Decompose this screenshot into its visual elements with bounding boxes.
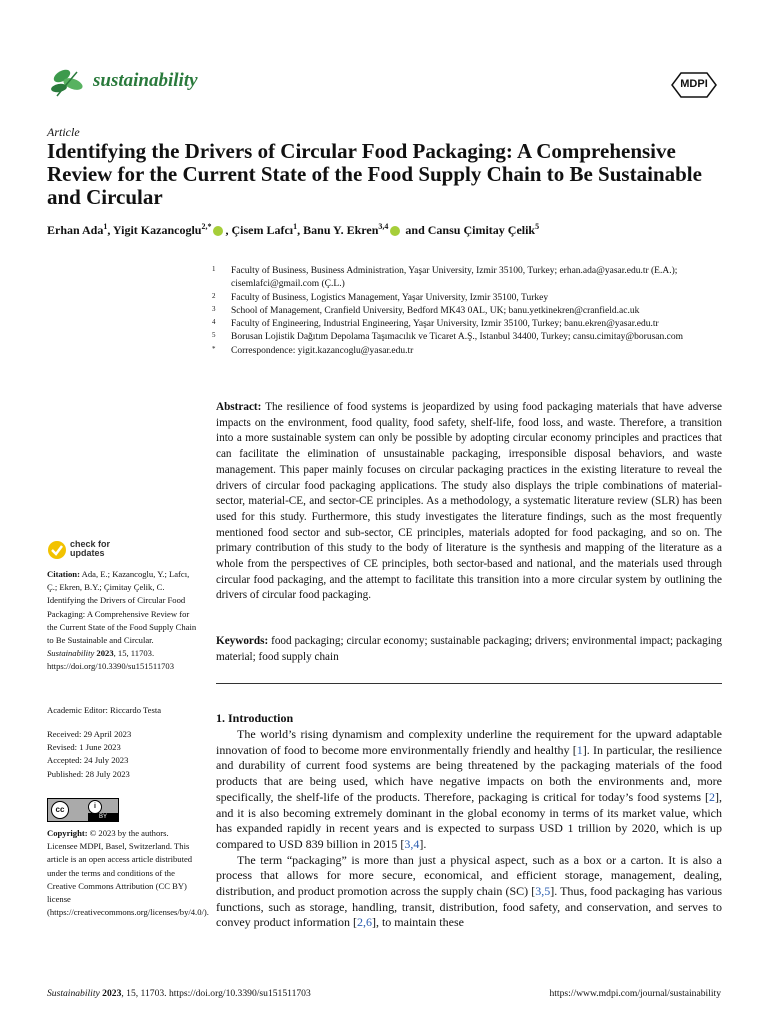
keywords-text: food packaging; circular economy; sustainable packaging; drivers; environmental impact; packaging material; food supply chain <box>216 635 722 663</box>
keywords <box>216 634 722 665</box>
cc-by-license-badge[interactable] <box>47 798 119 822</box>
author-name: Cansu Çimitay Çelik <box>427 223 536 237</box>
received-date: Received: 29 April 2023 <box>47 729 132 739</box>
author-separator: , <box>107 223 113 237</box>
copyright-block: Copyright: © 2023 by the authors. Licensee MDPI, Basel, Switzerland. This article is an open access article distributed under the terms and conditions of the Creative Commons Attribution (CC BY) license (https://creativecommons.org/licenses/by/4.0/). <box>47 828 209 918</box>
cc-by-text: BY <box>88 813 118 821</box>
author-name: Erhan Ada <box>47 223 104 237</box>
revised-date: Revised: 1 June 2023 <box>47 742 121 753</box>
author-list <box>47 222 539 238</box>
orcid-icon[interactable] <box>390 226 400 236</box>
author-name: Banu Y. Ekren <box>303 223 379 237</box>
introduction-body <box>216 727 722 931</box>
citation-block: Citation: Ada, E.; Kazancoglu, Y.; Lafcı, Ç.; Ekren, B.Y.; Çimitay Çelik, C. Identifying the Drivers of Circular Food Packaging: A Comprehensive Review for the Current State of the Food Supply Chain to Be Sustainable and Circular. Sustainability 2023, 15, 11703. https://doi.org/10.3390/su151511703 <box>47 569 197 672</box>
paper-title: Identifying the Drivers of Circular Food Packaging: A Comprehensive Review for the Current State of the Food Supply Chain to Be Sustainable and Circular <box>47 139 702 209</box>
author-name: Çisem Lafcı <box>231 223 294 237</box>
cc-icon: cc <box>51 801 69 819</box>
check-for-updates-icon[interactable] <box>47 540 67 560</box>
paragraph: The world’s rising dynamism and complexity underline the requirement for the upward adaptable innovation of food to become more environmentally friendly and healthy [1]. In particular, the resilience and durability of current food systems are being threatened by the packaging materials of the food products that are being used, which have negative impacts on both the environments and, more specifically, the shelf-life of the products. Therefore, packaging is critical for today’s food systems [2], and it is also becoming extremely dominant in the global economy in terms of its market value, which has expanded rapidly in recent years and is expected to surpass USD 1 trillion by 2020, which is up compared to USD 839 billion in 2015 [3,4]. <box>216 727 722 851</box>
footer-citation: Sustainability 2023, 15, 11703. https://doi.org/10.3390/su151511703 <box>47 988 311 999</box>
journal-name[interactable]: sustainability <box>93 70 198 91</box>
academic-editor: Academic Editor: Riccardo Testa <box>47 705 162 715</box>
affiliation-item: 2 Faculty of Business, Logistics Management, Yaşar University, Izmir 35100, Turkey <box>212 291 549 303</box>
journal-leaf-logo <box>47 64 87 98</box>
citation-link[interactable]: 3,5 <box>535 884 551 899</box>
check-for-updates-label[interactable]: check for updates <box>70 539 111 558</box>
author-affiliation-mark: 2,* <box>201 222 212 231</box>
publisher-name: MDPI <box>680 78 708 90</box>
author-separator: and <box>402 223 428 237</box>
footer-journal-url[interactable]: https://www.mdpi.com/journal/sustainability <box>549 988 721 999</box>
accepted-date: Accepted: 24 July 2023 <box>47 755 129 766</box>
author-separator: , <box>297 223 304 237</box>
author-name: Yigit Kazancoglu <box>112 223 202 237</box>
author-affiliation-mark: 1 <box>103 222 108 231</box>
citation-link[interactable]: 2 <box>709 789 715 804</box>
abstract-label: Abstract: <box>216 401 262 413</box>
citation-link[interactable]: 2,6 <box>356 915 372 930</box>
author-affiliation-mark: 1 <box>293 222 298 231</box>
affiliation-item: 5 Borusan Lojistik Dağıtım Depolama Taşımacılık ve Ticaret A.Ş., Istanbul 34400, Turkey; cansu.cimitay@borusan.com <box>212 331 683 343</box>
citation-link[interactable]: 1 <box>576 742 583 757</box>
author-separator: , <box>225 223 232 237</box>
correspondence: * Correspondence: yigit.kazancoglu@yasar.edu.tr <box>212 344 414 356</box>
paragraph: The term “packaging” is more than just a physical aspect, such as a box or a carton. It is also a process that allows for more secure, economical, and efficient storage, management, dealing, distribution, and product promotion across the supply chain (SC) [3,5]. Thus, food packaging has various functions, such as storage, handling, transit, distribution, food safety, and conservation, and serves to convey product information [2,6], to maintain these <box>216 852 722 930</box>
dates-block <box>47 728 199 781</box>
citation-link[interactable]: 3,4 <box>404 836 420 851</box>
section-divider <box>216 683 722 684</box>
affiliations <box>212 265 732 358</box>
published-date: Published: 28 July 2023 <box>47 768 130 779</box>
section-heading: 1. Introduction <box>216 711 294 725</box>
affiliation-item: 4 Faculty of Engineering, Industrial Engineering, Yaşar University, Izmir 35100, Turkey; banu.ekren@yasar.edu.tr <box>212 318 659 330</box>
abstract <box>216 400 722 604</box>
affiliation-item: 1 Faculty of Business, Business Administration, Yaşar University, Izmir 35100, Turkey; erhan.ada@yasar.edu.tr (E.A.); cisemlafci@gmail.com (Ç.L.) <box>212 265 678 290</box>
author-affiliation-mark: 3,4 <box>378 222 389 231</box>
article-type: Article <box>47 125 80 139</box>
orcid-icon[interactable] <box>213 226 223 236</box>
keywords-label: Keywords: <box>216 635 269 647</box>
author-affiliation-mark: 5 <box>535 222 540 231</box>
affiliation-item: 3 School of Management, Cranfield University, Bedford MK43 0AL, UK; banu.yetkinekren@cranfield.ac.uk <box>212 304 640 316</box>
abstract-text: The resilience of food systems is jeopardized by using food packaging materials that have adverse impacts on the environment, food quality, food safety, shelf-life, food loss, and waste. Therefore, a transition into a more sustainable system can only be possible by adopting circular economy principles and practices that can facilitate the elimination of unsustainable packaging, irresponsible disposal behaviors, and waste management. This paper mainly focuses on circular packaging practices in the existing literature to reveal the drivers of circular food packaging applications. The study also displays the triple combinations of material-sector, material-CE, and sector-CE principles. As a methodology, a systematic literature review (SLR) has been used for this study. Furthermore, this study investigates the literature findings, such as the most frequently mentioned food sector and sub-sector, CE principles, materials adopted for food packaging, and so on. The primary contribution of this study to the body of literature is the synthesis and mapping of the literature as a whole from the perspectives of CE principles, both sector-based and national, and the materials used through circular food packaging, and the attempt to facilitate this transition into a more circular system by outlining the drivers of circular food packaging. <box>216 401 722 602</box>
attribution-person-icon: i <box>88 800 102 814</box>
